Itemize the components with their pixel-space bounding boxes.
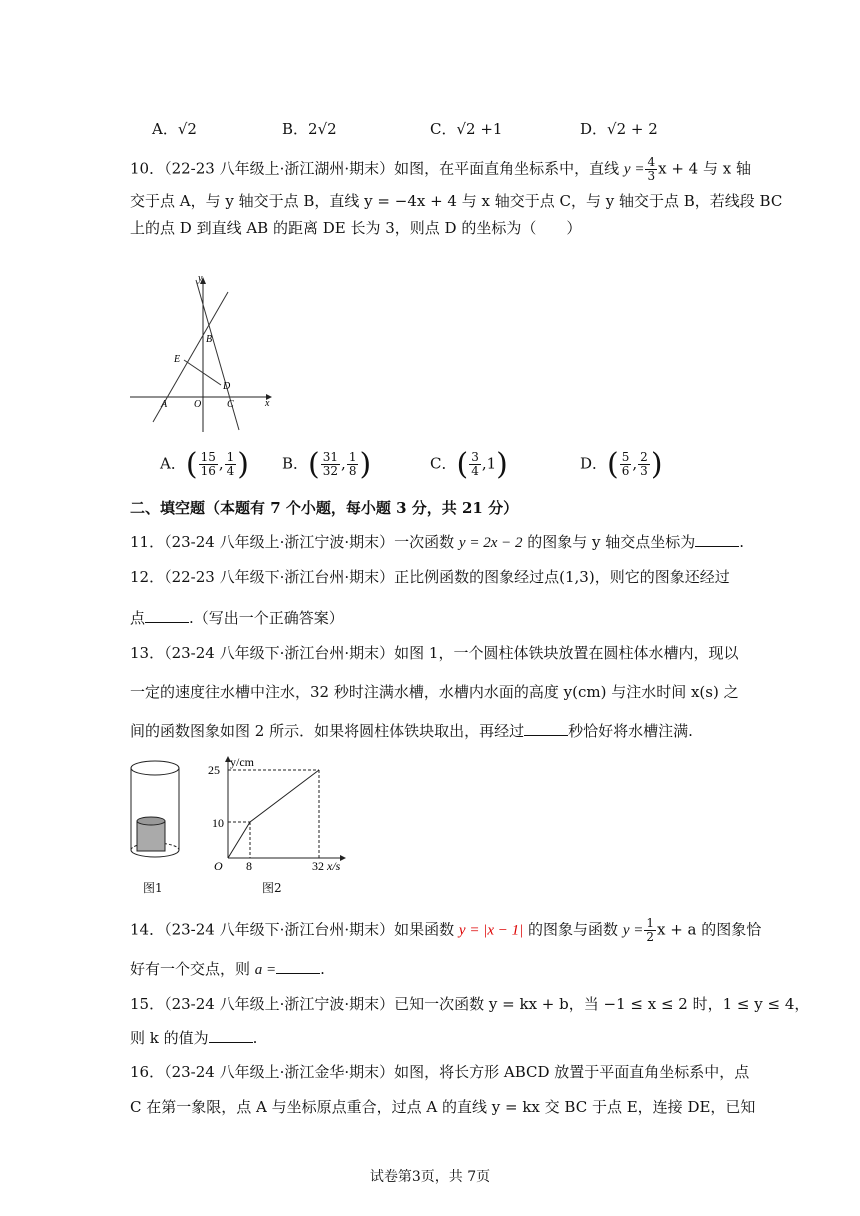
option-label: D． (580, 454, 608, 473)
q14-fraction (644, 917, 656, 944)
fig1-caption: 图1 (143, 881, 163, 895)
option-label: A． (152, 120, 178, 138)
y-axis-label: y/cm (230, 755, 254, 769)
numerator: 5 (621, 450, 630, 464)
q11 (130, 531, 744, 552)
q10-option-c: C．( $\frac{3}{4}$ ,1) (430, 447, 508, 482)
q15-line2 (130, 1027, 257, 1048)
label-c: C (227, 399, 234, 410)
q12-line2 (130, 607, 344, 628)
q14-text: 14．（23-24 八年级下·浙江台州·期末）如果函数 (130, 920, 455, 939)
option-label: D． (580, 120, 608, 138)
q10-text: x + 4 与 x 轴 (658, 159, 751, 178)
fraction (199, 451, 218, 478)
q14-end: . (320, 960, 325, 978)
q14-expr-red: y = |x − 1| (458, 922, 524, 939)
q11-expr: y = 2x − 2 (458, 535, 523, 551)
x-axis-label: x/s (327, 859, 341, 872)
cylinder-figure (126, 756, 186, 866)
q10-line3: 上的点 D 到直线 AB 的距离 DE 长为 3，则点 D 的坐标为（ ） (130, 219, 582, 237)
option-expr: √2 + 2 (607, 120, 658, 138)
tick-8: 8 (246, 859, 252, 872)
label-y: y (198, 273, 203, 284)
q15-text: 则 k 的值为 (130, 1029, 209, 1047)
q10-figure (124, 272, 274, 434)
fraction (638, 451, 650, 478)
q13-line1: 13．（23-24 八年级下·浙江台州·期末）如图 1，一个圆柱体铁块放置在圆柱体水槽内，现以 (130, 644, 739, 662)
tick-10: 10 (212, 816, 224, 830)
q9-option-c (430, 118, 502, 139)
numerator: 2 (640, 450, 648, 464)
numerator: 1 (226, 450, 235, 464)
q11-end: . (739, 533, 745, 551)
numerator: 3 (471, 450, 479, 464)
option-label: C． (430, 454, 457, 473)
tank-top (131, 761, 179, 775)
q15-end: . (252, 1029, 258, 1047)
q16-line2: C 在第一象限，点 A 与坐标原点重合，过点 A 的直线 y = kx 交 BC 于点 E，连接 DE，已知 (130, 1098, 756, 1116)
answer-blank[interactable] (209, 1028, 253, 1043)
q14-var: a = (254, 962, 277, 978)
answer-blank[interactable] (695, 532, 739, 547)
q9-option-d (580, 118, 658, 139)
q13-line3 (130, 720, 693, 741)
label-a: A (161, 399, 168, 410)
denominator: 16 (200, 464, 216, 478)
q12-text: .（写出一个正确答案） (189, 609, 344, 627)
q10-expr-y: y = (623, 161, 645, 178)
tick-25: 25 (208, 763, 220, 777)
fraction (225, 451, 237, 478)
q10-line1 (130, 156, 751, 183)
fraction (620, 451, 632, 478)
answer-blank[interactable] (276, 959, 320, 974)
option-label: B． (282, 120, 309, 138)
fraction (321, 451, 340, 478)
q13-graph (208, 754, 350, 872)
q10-option-a: A．( $\frac{15}{16}$ , $\frac{1}{4}$ ) (160, 447, 249, 482)
section-title: 二、填空题（本题有 7 个小题，每小题 3 分，共 21 分） (130, 499, 519, 517)
q13-text: 间的函数图象如图 2 所示．如果将圆柱体铁块取出，再经过 (130, 722, 525, 740)
q13-text: 秒恰好将水槽注满. (568, 722, 693, 740)
denominator: 3 (640, 464, 648, 478)
fraction (469, 451, 481, 478)
numerator: 1 (348, 450, 357, 464)
q11-text: 的图象与 y 轴交点坐标为 (527, 533, 696, 551)
label-x: x (265, 398, 270, 409)
q14-expr-y: y = (622, 922, 644, 939)
numerator: 31 (322, 450, 339, 464)
denominator: 6 (621, 464, 630, 478)
q11-text: 11．（23-24 八年级上·浙江宁波·期末）一次函数 (130, 533, 455, 551)
numerator: 4 (647, 155, 656, 169)
option-expr: √2 +1 (456, 120, 503, 138)
q10-text: 10．（22-23 八年级上·浙江湖州·期末）如图，在平面直角坐标系中，直线 (130, 159, 620, 178)
q14-line2 (130, 958, 325, 979)
origin-label: O (214, 859, 223, 872)
fraction (347, 451, 359, 478)
q9-option-a (152, 118, 197, 139)
tick-32: 32 (312, 859, 324, 872)
label-e: E (174, 354, 181, 365)
q15-line1: 15．（23-24 八年级上·浙江宁波·期末）已知一次函数 y = kx + b，当 −1 ≤ x ≤ 2 时，1 ≤ y ≤ 4， (130, 995, 810, 1013)
water-height-line (228, 770, 319, 858)
q16-line1: 16．（23-24 八年级上·浙江金华·期末）如图，将长方形 ABCD 放置于平面直角坐标系中，点 (130, 1063, 750, 1081)
page-footer: 试卷第3页，共 7页 (369, 1169, 491, 1185)
q10-option-b: B．( $\frac{31}{32}$ , $\frac{1}{8}$ ) (282, 447, 372, 482)
q14-line1 (130, 917, 761, 944)
denominator: 4 (226, 464, 235, 478)
x-axis-arrow (340, 855, 346, 861)
q12-line1: 12．（22-23 八年级下·浙江台州·期末）正比例函数的图象经过点(1,3)，则它的图象还经过 (130, 568, 730, 586)
fig2-caption: 图2 (262, 881, 282, 895)
option-label: C． (430, 120, 457, 138)
iron-block-top (137, 817, 165, 825)
q14-text: 好有一个交点，则 (130, 960, 251, 978)
numerator: 1 (646, 916, 654, 930)
q10-fraction (645, 156, 657, 183)
label-o: O (194, 399, 202, 410)
numerator: 15 (200, 450, 216, 464)
option-label: B． (282, 454, 309, 473)
option-expr: √2 (177, 120, 197, 138)
denominator: 2 (646, 930, 654, 944)
q10-option-d: D．( $\frac{5}{6}$ , $\frac{2}{3}$ ) (580, 447, 663, 482)
denominator: 32 (322, 464, 339, 478)
q14-text: 的图象与函数 (528, 920, 619, 939)
value: 1 (486, 454, 497, 473)
q14-text: x + a 的图象恰 (656, 920, 762, 939)
q13-line2: 一定的速度往水槽中注水，32 秒时注满水槽，水槽内水面的高度 y(cm) 与注水时间 x(s) 之 (130, 683, 739, 701)
denominator: 4 (471, 464, 479, 478)
answer-blank[interactable] (524, 721, 568, 736)
label-b: B (206, 334, 213, 345)
q10-line2: 交于点 A，与 y 轴交于点 B，直线 y = −4x + 4 与 x 轴交于点 C，与 y 轴交于点 B，若线段 BC (130, 192, 783, 210)
q9-option-b (282, 118, 337, 139)
option-label: A． (160, 454, 186, 473)
denominator: 8 (348, 464, 357, 478)
label-d: D (223, 381, 231, 392)
q12-text: 点 (130, 609, 146, 627)
option-expr: 2√2 (308, 120, 337, 138)
denominator: 3 (647, 169, 656, 183)
answer-blank[interactable] (145, 608, 189, 623)
